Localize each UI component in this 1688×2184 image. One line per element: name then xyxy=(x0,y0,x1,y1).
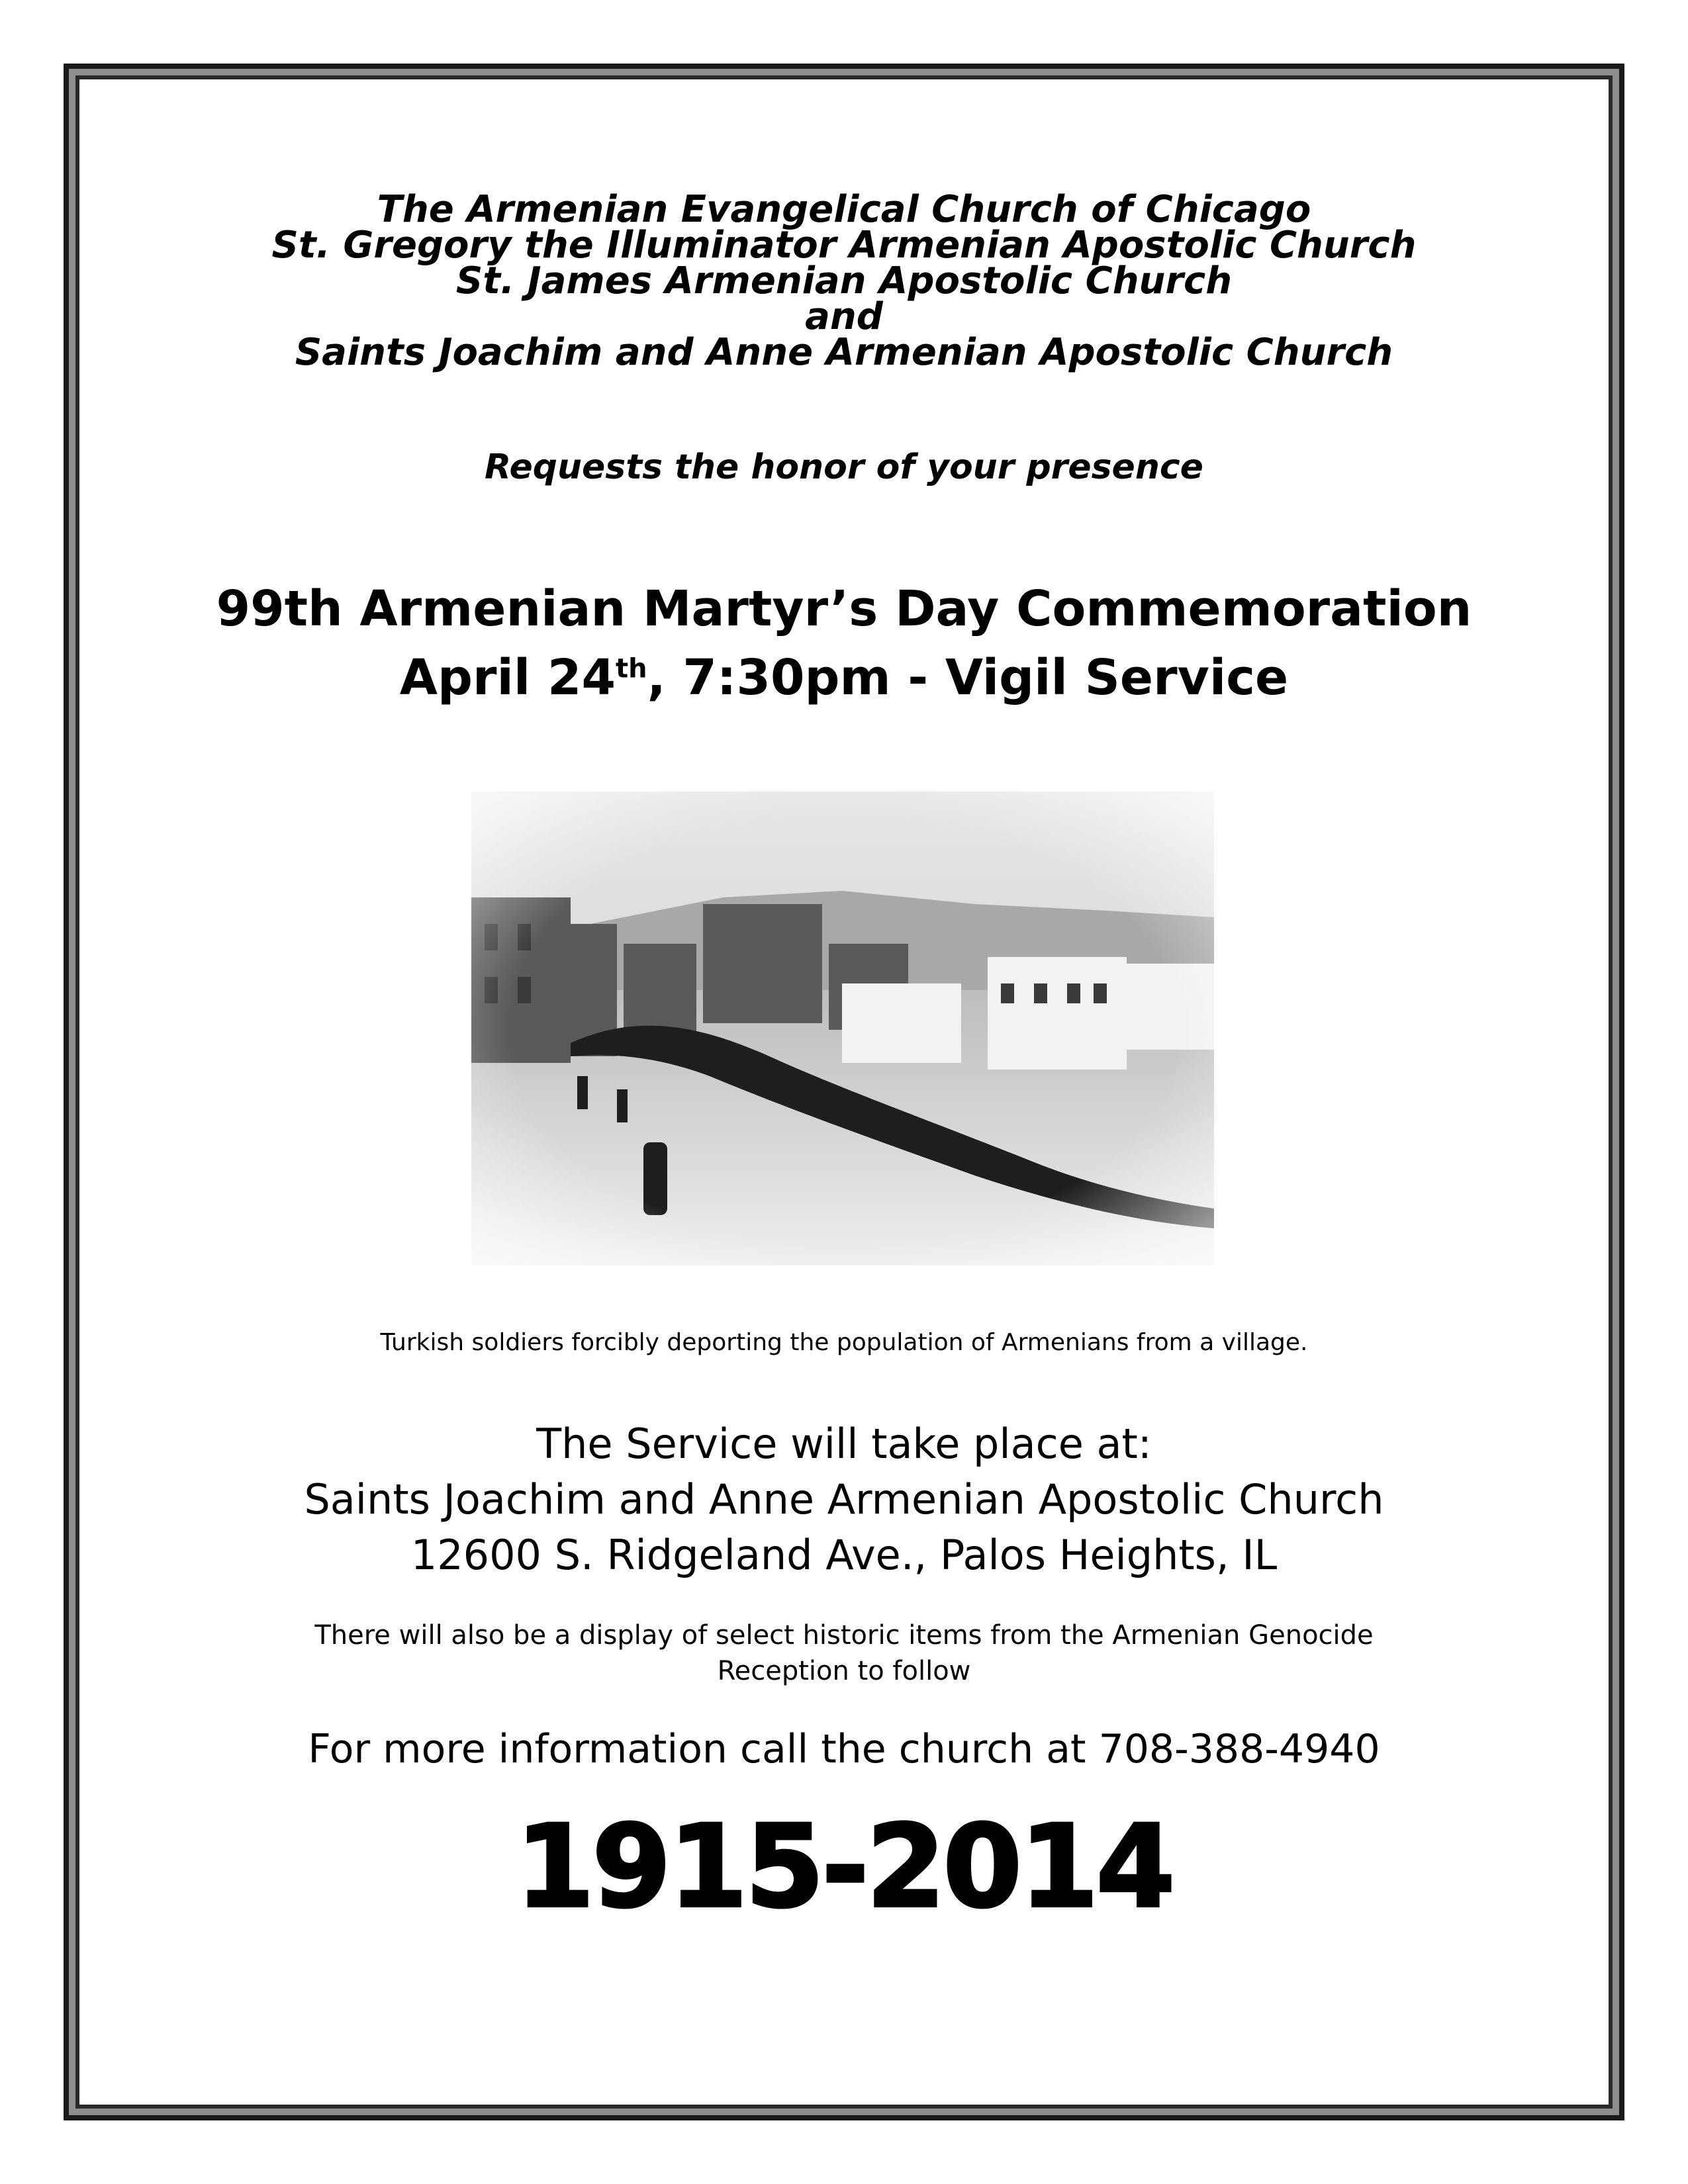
venue-address: 12600 S. Ridgeland Ave., Palos Heights, IL xyxy=(410,1531,1278,1579)
sponsor-line: Saints Joachim and Anne Armenian Apostolic Church xyxy=(295,331,1393,374)
invitation-request: Requests the honor of your presence xyxy=(485,447,1203,487)
display-note: There will also be a display of select historic items from the Armenian Genocide xyxy=(314,1620,1374,1651)
sponsor-line: St. James Armenian Apostolic Church xyxy=(455,259,1233,302)
event-headline xyxy=(0,574,1688,712)
sponsor-line: The Armenian Evangelical Church of Chicago xyxy=(377,188,1311,231)
additional-notes xyxy=(0,1617,1688,1689)
contact-info: For more information call the church at 708-388-4940 xyxy=(308,1726,1380,1772)
sponsor-list xyxy=(0,188,1688,374)
historic-photo xyxy=(471,792,1214,1265)
sponsor-line: St. Gregory the Illuminator Armenian Apostolic Church xyxy=(271,224,1417,267)
event-date-line xyxy=(0,643,1688,712)
event-time-type: , 7:30pm - Vigil Service xyxy=(647,649,1289,706)
date-ordinal: th xyxy=(615,653,647,684)
venue-block xyxy=(0,1416,1688,1583)
photo-caption: Turkish soldiers forcibly deporting the population of Armenians from a village. xyxy=(380,1329,1308,1356)
venue-name: Saints Joachim and Anne Armenian Apostolic Church xyxy=(304,1475,1384,1524)
event-date: April 24 xyxy=(399,649,616,706)
reception-note: Reception to follow xyxy=(717,1656,971,1686)
sponsor-conjunction: and xyxy=(805,295,883,338)
event-title: 99th Armenian Martyr’s Day Commemoration xyxy=(216,580,1472,637)
years-banner: 1915-2014 xyxy=(515,1800,1173,1933)
venue-intro: The Service will take place at: xyxy=(536,1420,1152,1468)
